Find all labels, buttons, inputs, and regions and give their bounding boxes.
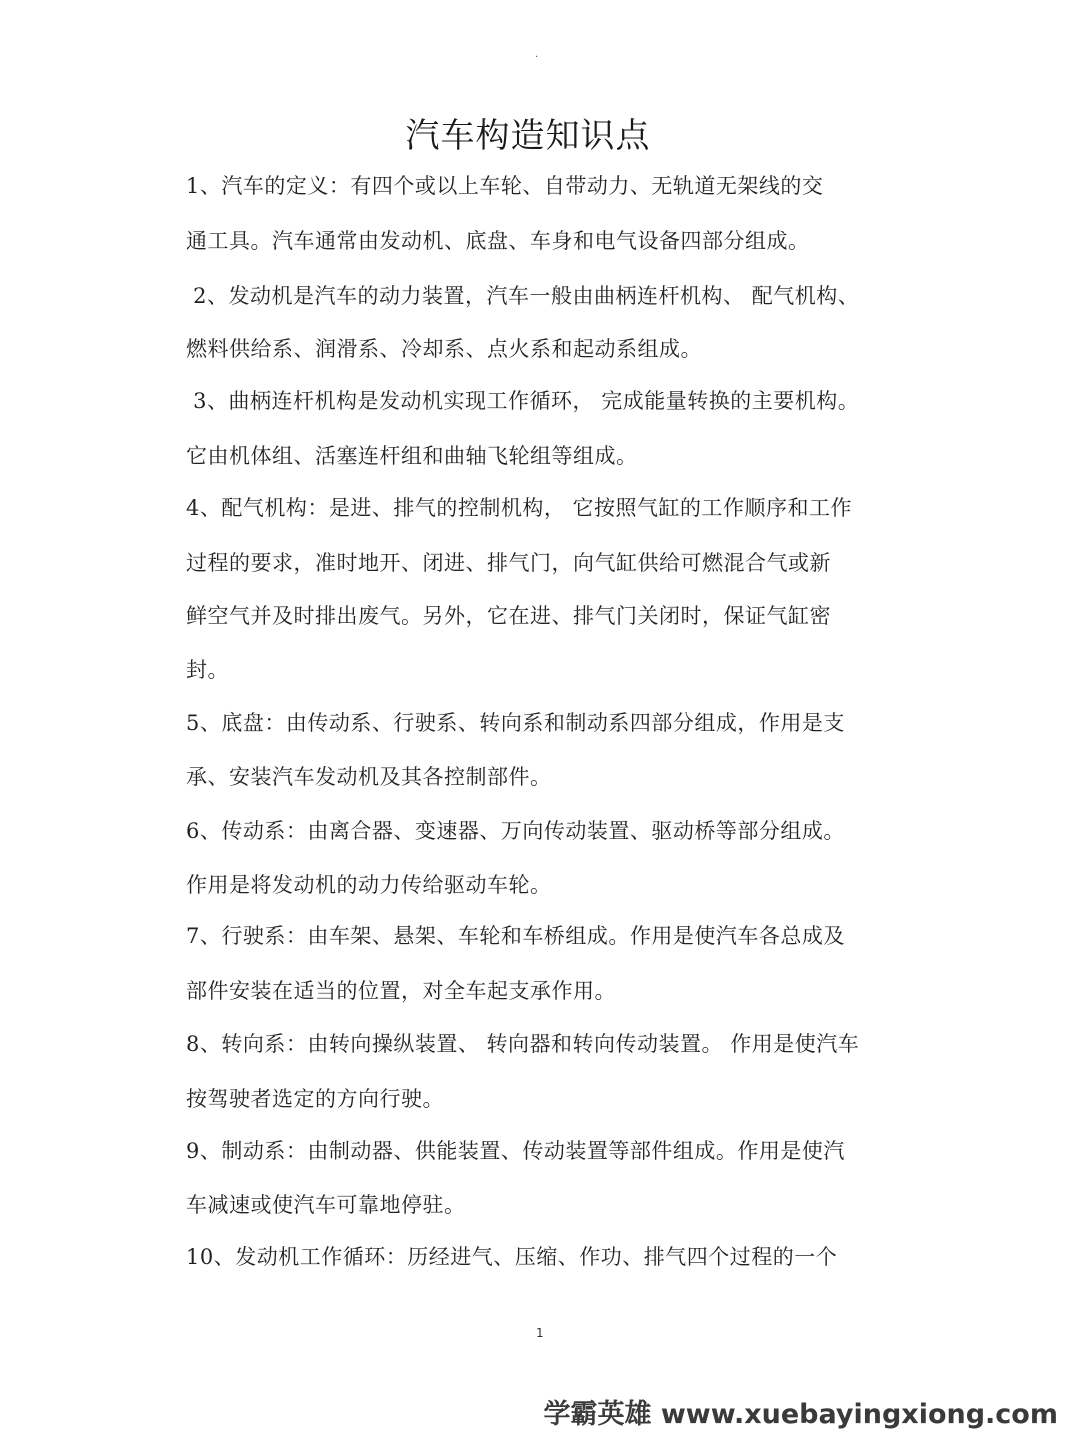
text-line: 过程的要求，准时地开、闭进、排气门，向气缸供给可燃混合气或新	[186, 551, 831, 575]
site-watermark: 学霸英雄 www.xuebayingxiong.com	[543, 1399, 1058, 1430]
text-line: 部件安装在适当的位置，对全车起支承作用。	[186, 979, 616, 1003]
text-line: 作用是将发动机的动力传给驱动车轮。	[186, 873, 552, 897]
text-line: 2、发动机是汽车的动力装置，汽车一般由曲柄连杆机构、 配气机构、	[186, 284, 860, 308]
text-line: 1、汽车的定义：有四个或以上车轮、自带动力、无轨道无架线的交	[186, 174, 824, 198]
text-line: 燃料供给系、润滑系、冷却系、点火系和起动系组成。	[186, 337, 702, 361]
text-line: 按驾驶者选定的方向行驶。	[186, 1087, 444, 1111]
text-line: 它由机体组、活塞连杆组和曲轴飞轮组等组成。	[186, 444, 638, 468]
text-line: 通工具。汽车通常由发动机、底盘、车身和电气设备四部分组成。	[186, 229, 810, 253]
text-line: 10、发动机工作循环：历经进气、压缩、作功、排气四个过程的一个	[186, 1245, 838, 1269]
text-line: 承、安装汽车发动机及其各控制部件。	[186, 765, 552, 789]
text-line: 8、转向系：由转向操纵装置、 转向器和转向传动装置。 作用是使汽车	[186, 1032, 860, 1056]
text-line: 鲜空气并及时排出废气。另外，它在进、排气门关闭时，保证气缸密	[186, 604, 831, 628]
page-number: 1	[536, 1326, 544, 1340]
text-line: 车减速或使汽车可靠地停驻。	[186, 1193, 466, 1217]
text-line: 9、制动系：由制动器、供能装置、传动装置等部件组成。作用是使汽	[186, 1139, 845, 1163]
text-line: 7、行驶系：由车架、悬架、车轮和车桥组成。作用是使汽车各总成及	[186, 924, 845, 948]
document-title: 汽车构造知识点	[405, 116, 651, 156]
text-line: 3、曲柄连杆机构是发动机实现工作循环， 完成能量转换的主要机构。	[186, 389, 860, 413]
text-line: 5、底盘：由传动系、行驶系、转向系和制动系四部分组成，作用是支	[186, 711, 845, 735]
text-line: 4、配气机构：是进、排气的控制机构， 它按照气缸的工作顺序和工作	[186, 496, 853, 520]
top-mark: ·	[535, 52, 539, 63]
text-line: 封。	[186, 658, 229, 682]
text-line: 6、传动系：由离合器、变速器、万向传动装置、驱动桥等部分组成。	[186, 819, 845, 843]
